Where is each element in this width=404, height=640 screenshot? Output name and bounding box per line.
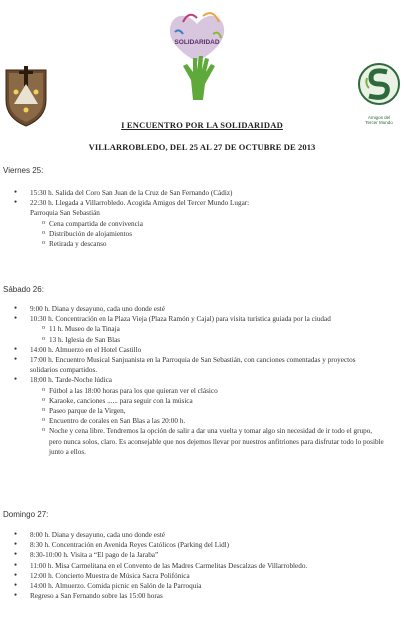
sub-list [30,219,250,250]
saturday-schedule [0,304,384,457]
sub-item: o Distribución de alojamientos [0,229,250,239]
carmelite-shield-logo [4,64,48,128]
solidaridad-logo-text: SOLIDARIDAD [174,39,220,46]
item-text: 17:00 h. Encuentro Musical Sanjuanista en la Parroquia de San Sebastián, con canciones comentadas y proyectos solidarios compartidos. [30,356,356,375]
sub-item: o Karaoke, canciones ...... para seguir con la música [0,396,384,406]
list-item [0,571,384,581]
day-heading-sunday: Domingo 27: [3,510,49,519]
item-text: 14:00 h. Almuerzo. Comida picnic en Salón de la Parroquia [30,582,202,591]
sub-item: o 11 h. Museo de la Tinaja [0,324,384,334]
item-text: 22:30 h. Llegada a Villarrobledo. Acogida Amigos del Tercer Mundo Lugar: Parroquia San Sebastián [30,199,250,218]
sub-list [30,386,384,457]
list-item [0,355,384,375]
item-text: 11:00 h. Misa Carmelitana en el Convento de las Madres Carmelitas Descalzas de Villarrobledo. [30,561,308,570]
list-item [0,591,384,601]
item-text: 8:30 h. Concentración en Avenida Reyes Católicos (Parking del Lidl) [30,541,230,550]
item-text: 10:30 h. Concentración en la Plaza Vieja (Plaza Ramón y Cajal) para visita turística guiada por la ciudad [30,315,331,324]
list-item [0,540,384,550]
item-text: 9:00 h. Diana y desayuno, cada uno donde esté [30,305,165,313]
item-text: 12:00 h. Concierto Muestra de Música Sacra Polifónica [30,571,190,580]
sub-item: o Encuentro de corales en San Blas a las 20:00 h. [0,416,384,426]
sub-item: o 13 h. Iglesia de San Blas [0,335,384,345]
sunday-schedule [0,530,384,601]
day-heading-friday: Viernes 25: [3,166,44,175]
solidaridad-logo [163,4,231,100]
document-title: I ENCUENTRO POR LA SOLIDARIDAD [121,120,283,130]
list-item [0,304,384,314]
list-item [0,530,384,540]
item-text: 8:30-10:00 h. Visita a “El pago de la Jaraba” [30,551,159,560]
day-heading-saturday: Sábado 26: [3,285,44,294]
sub-item: o Retirada y descanso [0,239,250,249]
amigos-tercer-mundo-logo [357,58,401,128]
list-item [0,581,384,591]
item-text: 15:30 h. Salida del Coro San Juan de la Cruz de San Fernando (Cádiz) [30,189,233,197]
list-item [0,314,384,345]
sub-item: o Cena compartida de convivencia [0,219,250,229]
item-text: 14:00 h. Almuerzo en el Hotel Castillo [30,345,142,354]
friday-schedule [0,188,330,249]
list-item [0,345,384,355]
list-item [0,550,384,560]
list-item [0,188,330,198]
sub-list [30,324,384,344]
item-text: 18:00 h. Tarde-Noche lúdica [30,376,112,385]
list-item [0,375,384,457]
document-subtitle: VILLARROBLEDO, DEL 25 AL 27 DE OCTUBRE DE 2013 [88,142,316,152]
amigos-logo-text-1: Amigos del [367,115,391,120]
sub-item: o Noche y cena libre. Tendremos la opción de salir a dar una vuelta y tomar algo sin necesidad de ir todo el grupo, pero nunca solos, claro. Es aconsejable que nos dejemos llevar por nuestros anfitriones para disfrutar todo lo posible junto a ellos. [0,426,384,457]
item-text: Regreso a San Fernando sobre las 15:00 horas [30,592,163,601]
sub-item: o Fútbol a las 18:00 horas para los que quieran ver el clásico [0,386,384,396]
sub-item: o Paseo parque de la Virgen, [0,406,384,416]
item-text: 8:00 h. Diana y desayuno, cada uno donde esté [30,531,165,539]
list-item [0,198,330,249]
list-item [0,561,384,571]
amigos-logo-text-2: Tercer Mundo [365,120,393,125]
